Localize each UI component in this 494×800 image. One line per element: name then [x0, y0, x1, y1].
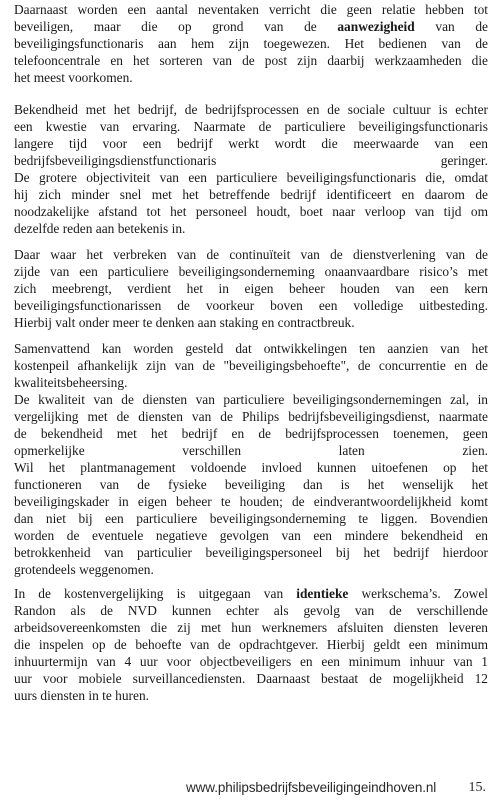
text-line: [14, 670, 488, 687]
bold-term: aanwezigheid: [337, 19, 415, 34]
text-line: [14, 561, 488, 578]
text-segment: De grotere objectiviteit van een particuliere beveiligingsfunctionaris die, omdat: [14, 170, 488, 185]
text-line: [14, 687, 488, 704]
text-segment: kwaliteitsbeheersing.: [14, 375, 128, 390]
bold-term: identieke: [296, 586, 349, 601]
text-line: [14, 263, 488, 280]
text-line: [14, 118, 488, 135]
text-line: [14, 653, 488, 670]
text-line: [14, 425, 488, 442]
text-line: [14, 101, 488, 118]
text-line: [14, 493, 488, 510]
text-line: [14, 459, 488, 476]
text-segment: Samenvattend kan worden gesteld dat ontwikkelingen ten aanzien van het: [14, 341, 488, 356]
text-line: [14, 314, 488, 331]
document-page: [14, 0, 488, 800]
text-segment: arbeidsovereenkomsten die zij met hun werknemers afsluiten diensten leveren: [14, 620, 488, 635]
text-segment: telefooncentrale en het sorteren van de post zijn daarbij werkzaamheden die: [14, 53, 488, 68]
text-segment: Randon als de NVD kunnen echter als gevolg van de verschillende: [14, 603, 488, 618]
text-segment: functioneren van de fysieke beveiliging dan is het wenselijk het: [14, 477, 488, 492]
text-segment: van de: [414, 19, 488, 34]
text-line: [14, 246, 488, 263]
text-segment: bedrijfsbeveiligingsdienstfunctionaris geringer.: [14, 153, 488, 168]
text-line: [14, 340, 488, 357]
text-line: [14, 186, 488, 203]
text-segment: beveiligingsfunctionarissen de voorkeur boven een volledige uitbesteding.: [14, 298, 488, 313]
text-line: [14, 442, 488, 459]
text-segment: In de kostenvergelijking is uitgegaan van: [14, 586, 297, 601]
text-segment: vergelijking met de diensten van de Philips bedrijfsbeveiligingsdienst, naarmate: [14, 409, 488, 424]
footer-url: www.philipsbedrijfsbeveiligingeindhoven.nl: [186, 780, 437, 795]
text-line: [14, 220, 488, 237]
text-line: [14, 374, 488, 391]
text-segment: opmerkelijke verschillen laten zien.: [14, 443, 488, 458]
text-segment: uur voor mobiele surveillancediensten. Daarnaast bestaat de mogelijkheid 12: [14, 671, 488, 686]
text-line: [14, 527, 488, 544]
text-line: [14, 169, 488, 186]
text-line: [14, 636, 488, 653]
text-segment: kostenpeil afhankelijk zijn van de "beveiligingsbehoefte", de concurrentie en de: [14, 358, 488, 373]
text-segment: dan niet bij een particuliere beveiligingsonderneming te liggen. Bovendien: [14, 511, 488, 526]
text-line: [14, 544, 488, 561]
text-line: [14, 357, 488, 374]
text-segment: grotendeels weggenomen.: [14, 562, 154, 577]
text-line: [14, 52, 488, 69]
text-segment: werkschema’s. Zowel: [348, 586, 488, 601]
text-segment: Daarnaast worden een aantal neventaken verricht die geen relatie hebben tot: [14, 2, 488, 17]
text-line: [14, 510, 488, 527]
text-line: [14, 69, 488, 86]
paragraph-3: [14, 246, 488, 331]
text-segment: zijde van een particuliere beveiligingsonderneming onaanvaardbare risico’s met: [14, 264, 488, 279]
text-line: [14, 619, 488, 636]
text-segment: Daar waar het verbreken van de continuïteit van de dienstverlening van de: [14, 247, 488, 262]
text-segment: beveiligingsfunctionaris aan hem zijn toegewezen. Het bedienen van de: [14, 36, 488, 51]
text-segment: de bekendheid met het bedrijf en de bedrijfsprocessen toenemen, geen: [14, 426, 488, 441]
text-segment: uurs diensten in te huren.: [14, 688, 149, 703]
text-segment: die inspelen op de behoefte van de opdrachtgever. Hierbij geldt een minimum: [14, 637, 488, 652]
text-line: [14, 135, 488, 152]
text-line: [14, 1, 488, 18]
text-segment: Bekendheid met het bedrijf, de bedrijfsprocessen en de sociale cultuur is echter: [14, 102, 488, 117]
text-line: [14, 152, 488, 169]
text-line: [14, 35, 488, 52]
text-segment: het meest voorkomen.: [14, 70, 133, 85]
paragraph-1: [14, 1, 488, 86]
text-segment: een kwestie van ervaring. Naarmate de particuliere beveiligingsfunctionaris: [14, 119, 488, 134]
text-line: [14, 408, 488, 425]
text-line: [14, 391, 488, 408]
text-line: [14, 602, 488, 619]
text-line: [14, 476, 488, 493]
text-segment: noodzakelijke afstand tot het personeel houdt, boet naar verloop van tijd om: [14, 204, 488, 219]
text-line: [14, 280, 488, 297]
text-line: [14, 585, 488, 602]
text-segment: hij zich minder snel met het betreffende bedrijf identificeert en daarom de: [14, 187, 488, 202]
text-segment: beveiligingskader in eigen beheer te houden; de eindverantwoordelijkheid komt: [14, 494, 488, 509]
text-segment: langere tijd voor een bedrijf werkt wordt die meerwaarde van een: [14, 136, 488, 151]
text-segment: De kwaliteit van de diensten van particuliere beveiligingsondernemingen zal, in: [14, 392, 488, 407]
text-segment: Hierbij valt onder meer te denken aan staking en contractbreuk.: [14, 315, 355, 330]
text-line: [14, 297, 488, 314]
text-line: [14, 203, 488, 220]
paragraph-5: [14, 585, 488, 704]
text-segment: beveiligen, maar die op grond van de: [14, 19, 338, 34]
text-segment: worden de eventuele negatieve gevolgen van een mindere bekendheid en: [14, 528, 488, 543]
text-segment: Wil het plantmanagement voldoende invloed kunnen uitoefenen op het: [14, 460, 488, 475]
text-line: [14, 18, 488, 35]
text-segment: inhuurtermijn van 4 uur voor objectbeveiligers en een minimum inhuur van 1: [14, 654, 488, 669]
text-segment: betrokkenheid van particulier beveiligingspersoneel bij het bedrijf hierdoor: [14, 545, 488, 560]
paragraph-4: [14, 340, 488, 578]
text-segment: dezelfde reden aan betekenis in.: [14, 221, 186, 236]
text-segment: zich meebrengt, verdient het in eigen beheer houden van een kern: [14, 281, 488, 296]
paragraph-2: [14, 101, 488, 237]
page-number: 15.: [468, 780, 486, 795]
